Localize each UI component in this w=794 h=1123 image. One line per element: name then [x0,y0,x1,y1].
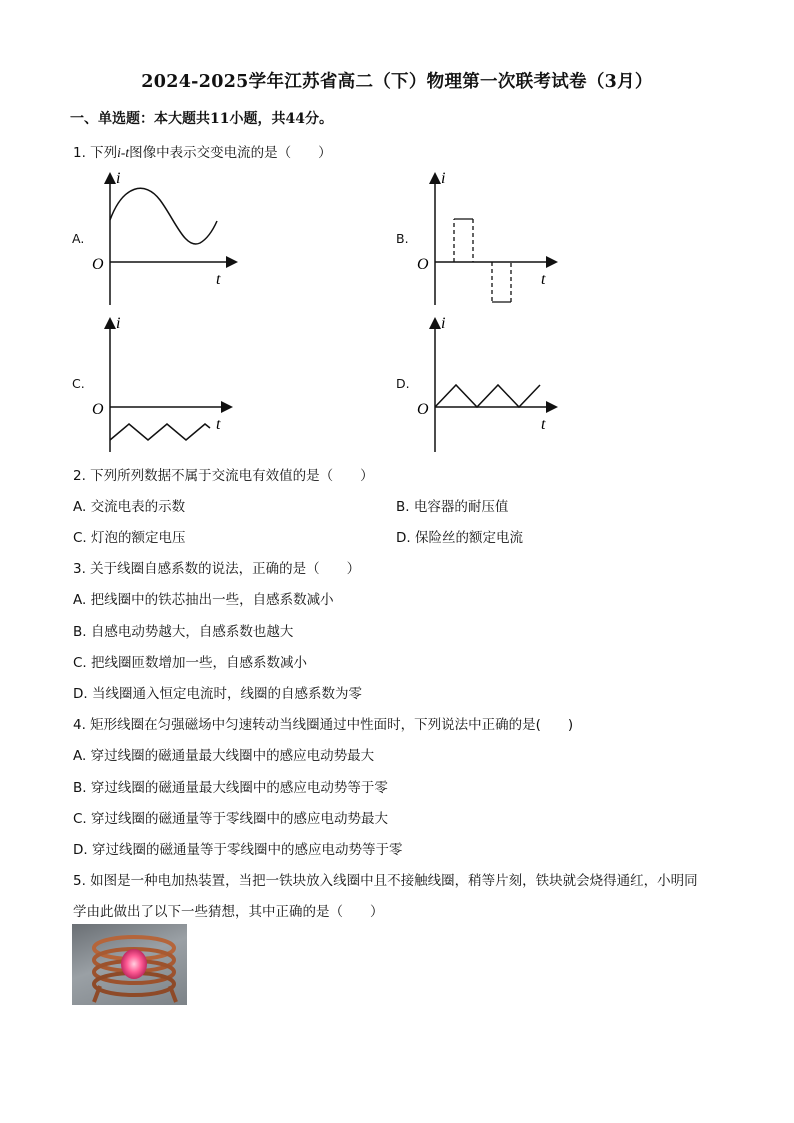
q2-option-c: C. 灯泡的额定电压 [73,530,186,546]
q2-option-b: B. 电容器的耐压值 [396,499,509,515]
q4-option-c: C. 穿过线圈的磁通量等于零线圈中的感应电动势最大 [73,811,389,827]
q2-option-a: A. 交流电表的示数 [73,499,186,515]
graph-d-triangle-positive [410,312,570,457]
q1-option-b-label: B. [396,231,409,246]
q2-option-d: D. 保险丝的额定电流 [396,530,523,546]
glowing-iron-block [121,949,147,979]
induction-heater-photo [72,924,187,1005]
graph-a-sine [85,165,245,310]
q3-option-b: B. 自感电动势越大，自感系数也越大 [73,624,294,640]
q4-option-d: D. 穿过线圈的磁通量等于零线圈中的感应电动势等于零 [73,842,403,858]
q3-option-a: A. 把线圈中的铁芯抽出一些，自感系数减小 [73,592,334,608]
question-1-italic: i-t [117,145,130,160]
graph-c-wave [110,424,210,440]
question-3-stem: 3. 关于线圈自感系数的说法，正确的是（ ） [73,561,361,577]
graph-d-i-label: i [441,315,446,332]
q3-option-c: C. 把线圈匝数增加一些，自感系数减小 [73,655,308,671]
graph-d-origin: O [417,401,429,418]
page-title: 2024-2025学年江苏省高二（下）物理第一次联考试卷（3月） [141,72,653,92]
graph-b-t-label: t [541,271,546,288]
question-2-stem: 2. 下列所列数据不属于交流电有效值的是（ ） [73,468,374,484]
graph-d-t-label: t [541,416,546,433]
graph-b-square [410,165,570,310]
graph-b-i-label: i [441,170,446,187]
graph-a-curve [110,188,217,244]
q1-option-d-label: D. [396,376,410,391]
question-1-suffix: 图像中表示交变电流的是（ ） [129,145,332,161]
graph-c-i-label: i [116,315,121,332]
graph-c-triangle-negative [85,312,245,457]
section-heading: 一、单选题：本大题共11小题，共44分。 [70,111,333,127]
question-4-stem: 4. 矩形线圈在匀强磁场中匀速转动当线圈通过中性面时，下列说法中正确的是( ) [73,717,574,733]
q4-option-b: B. 穿过线圈的磁通量最大线圈中的感应电动势等于零 [73,780,388,796]
graph-b-origin: O [417,256,429,273]
question-1-prefix: 1. 下列 [73,145,118,161]
graph-c-origin: O [92,401,104,418]
q1-option-c-label: C. [72,376,85,391]
graph-c-t-label: t [216,416,221,433]
question-1-stem [73,141,332,161]
induction-coil-illustration [72,924,187,1005]
q3-option-d: D. 当线圈通入恒定电流时，线圈的自感系数为零 [73,686,362,702]
q4-option-a: A. 穿过线圈的磁通量最大线圈中的感应电动势最大 [73,748,375,764]
question-5-stem-line2: 学由此做出了以下一些猜想，其中正确的是（ ） [73,904,384,920]
question-5-stem-line1: 5. 如图是一种电加热装置，当把一铁块放入线圈中且不接触线圈，稍等片刻，铁块就会烧得通红，小明同 [73,873,698,889]
graph-a-t-label: t [216,271,221,288]
graph-d-wave [435,385,540,407]
graph-a-origin: O [92,256,104,273]
q1-option-a-label: A. [72,231,85,246]
graph-a-i-label: i [116,170,121,187]
